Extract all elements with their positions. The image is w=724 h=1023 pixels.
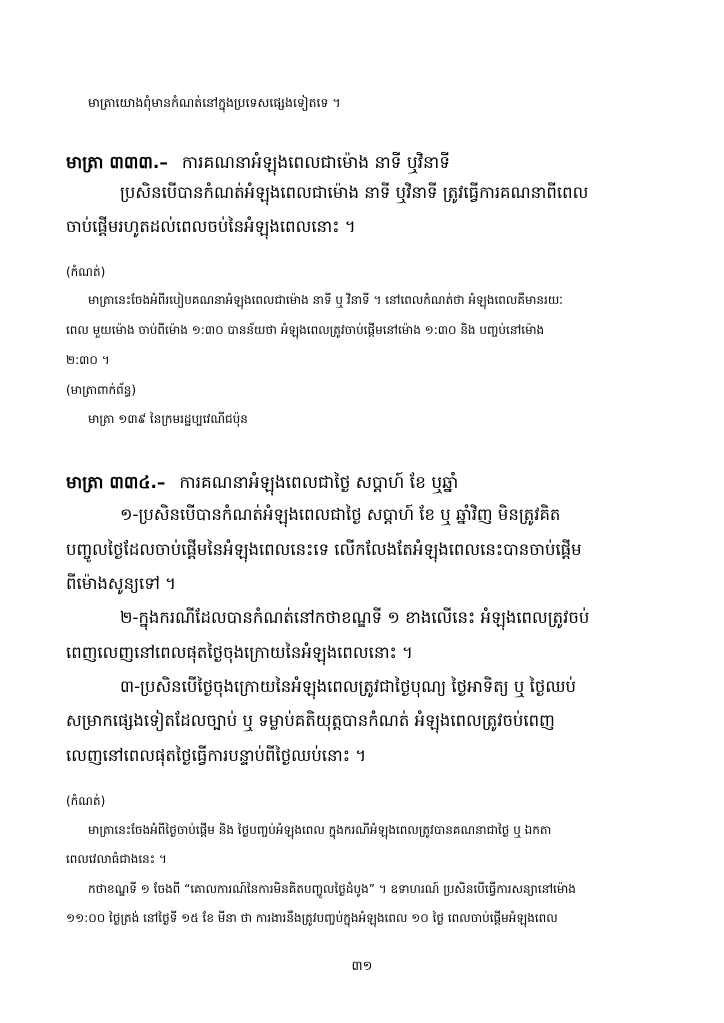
article-333-note-line: មាត្រានេះចែងអំពីរបៀបគណនាអំឡុងពេលជាម៉ោង នាទី ឬ វិនាទី ។ នៅពេលកំណត់ថា អំឡុងពេលគឺមានរយៈ: [88, 293, 563, 307]
article-334-body-line: ពេញលេញនៅពេលផុតថ្ងៃចុងក្រោយនៃអំឡុងពេលនោះ ។: [66, 643, 413, 662]
article-333-title: ការគណនាអំឡុងពេលជាម៉ោង នាទី ឬវិនាទី: [181, 153, 451, 173]
article-333-heading: [66, 152, 450, 177]
article-333-label: មាត្រា ៣៣៣.–: [66, 153, 168, 173]
article-334-body-line: លេញនៅពេលផុតថ្ងៃធ្វើការបន្ទាប់ពីថ្ងៃឈប់នោះ ។: [66, 746, 367, 765]
article-334-note-label: (កំណត់): [66, 794, 106, 808]
article-334-title: ការគណនាអំឡុងពេលជាថ្ងៃ សប្ដាហ៍ ខែ ឬឆ្នាំ: [179, 473, 459, 493]
article-333-ref-label: (មាត្រាពាក់ព័ន្ធ): [66, 383, 137, 397]
article-334-body-line: សម្រាកផ្សេងទៀតដែលច្បាប់ ឬ ទម្លាប់គតិយុត្តបានកំណត់ អំឡុងពេលត្រូវចប់ពេញ: [66, 711, 555, 730]
article-334-body-line: ២-ក្នុងករណីដែលបានកំណត់នៅកថាខណ្ឌទី ១ ខាងលើនេះ អំឡុងពេលត្រូវចប់: [120, 608, 590, 627]
article-333-ref-line: មាត្រា ១៣៩ នៃក្រមរដ្ឋប្បវេណីជប៉ុន: [88, 412, 248, 426]
article-334-body-line: ពីម៉ោងសូន្យទៅ ។: [66, 574, 177, 593]
article-333-note-label: (កំណត់): [66, 265, 106, 279]
article-334-note-line: ១១:០០ ថ្ងៃត្រង់ នៅថ្ងៃទី ១៥ ខែ មីនា ថា ការងារនឹងត្រូវបញ្ចប់ក្នុងអំឡុងពេល ១០ ថ្ងៃ ពេលចាប់ផ្ដើមអំឡុងពេល: [66, 911, 558, 925]
article-334-body-line: បញ្ចូលថ្ងៃដែលចាប់ផ្ដើមនៃអំឡុងពេលនេះទេ លើកលែងតែអំឡុងពេលនេះបានចាប់ផ្ដើម: [66, 540, 582, 559]
article-334-label: មាត្រា ៣៣៤.–: [66, 473, 166, 493]
article-333-body-line: ប្រសិនបើបានកំណត់អំឡុងពេលជាម៉ោង នាទី ឬវិនាទី ត្រូវធ្វើការគណនាពីពេល: [120, 183, 589, 202]
article-334-note-line: មាត្រានេះចែងអំពីថ្ងៃចាប់ផ្ដើម និង ថ្ងៃបញ្ចប់អំឡុងពេល ក្នុងករណីអំឡុងពេលត្រូវបានគណនាជាថ្ងៃ ឬ ឯកតា: [88, 823, 552, 837]
article-333-body-line: ចាប់ផ្ដើមរហូតដល់ពេលចប់នៃអំឡុងពេលនោះ ។: [66, 217, 356, 236]
article-334-body-line: ៣-ប្រសិនបើថ្ងៃចុងក្រោយនៃអំឡុងពេលត្រូវជាថ្ងៃបុណ្យ ថ្ងៃអាទិត្យ ឬ ថ្ងៃឈប់: [120, 677, 576, 696]
top-line: មាត្រាយោងពុំមានកំណត់នៅក្នុងប្រទេសផ្សេងទៀតទេ ។: [88, 95, 341, 110]
article-334-note-line: កថាខណ្ឌទី ១ ចែងពី “គោលការណ៍នៃការមិនគិតបញ្ចូលថ្ងៃដំបូង” ។ ឧទាហរណ៍ ប្រសិនបើធ្វើការសន្យានៅម៉ោង: [88, 882, 576, 896]
article-333-note-line: ២:៣០ ។: [66, 353, 110, 367]
article-334-heading: [66, 472, 458, 497]
article-333-note-line: ពេល មួយម៉ោង ចាប់ពីម៉ោង ១:៣០ បានន័យថា អំឡុងពេលត្រូវចាប់ផ្ដើមនៅម៉ោង ១:៣០ និង បញ្ចប់នៅម៉ោង: [66, 323, 545, 337]
article-334-body-line: ១-ប្រសិនបើបានកំណត់អំឡុងពេលជាថ្ងៃ សប្ដាហ៍ ខែ ឬ ឆ្នាំវិញ មិនត្រូវគិត: [120, 505, 561, 524]
page-number: ៣១: [351, 959, 373, 974]
article-334-note-line: ពេលវេលាធំជាងនេះ ។: [66, 852, 167, 866]
